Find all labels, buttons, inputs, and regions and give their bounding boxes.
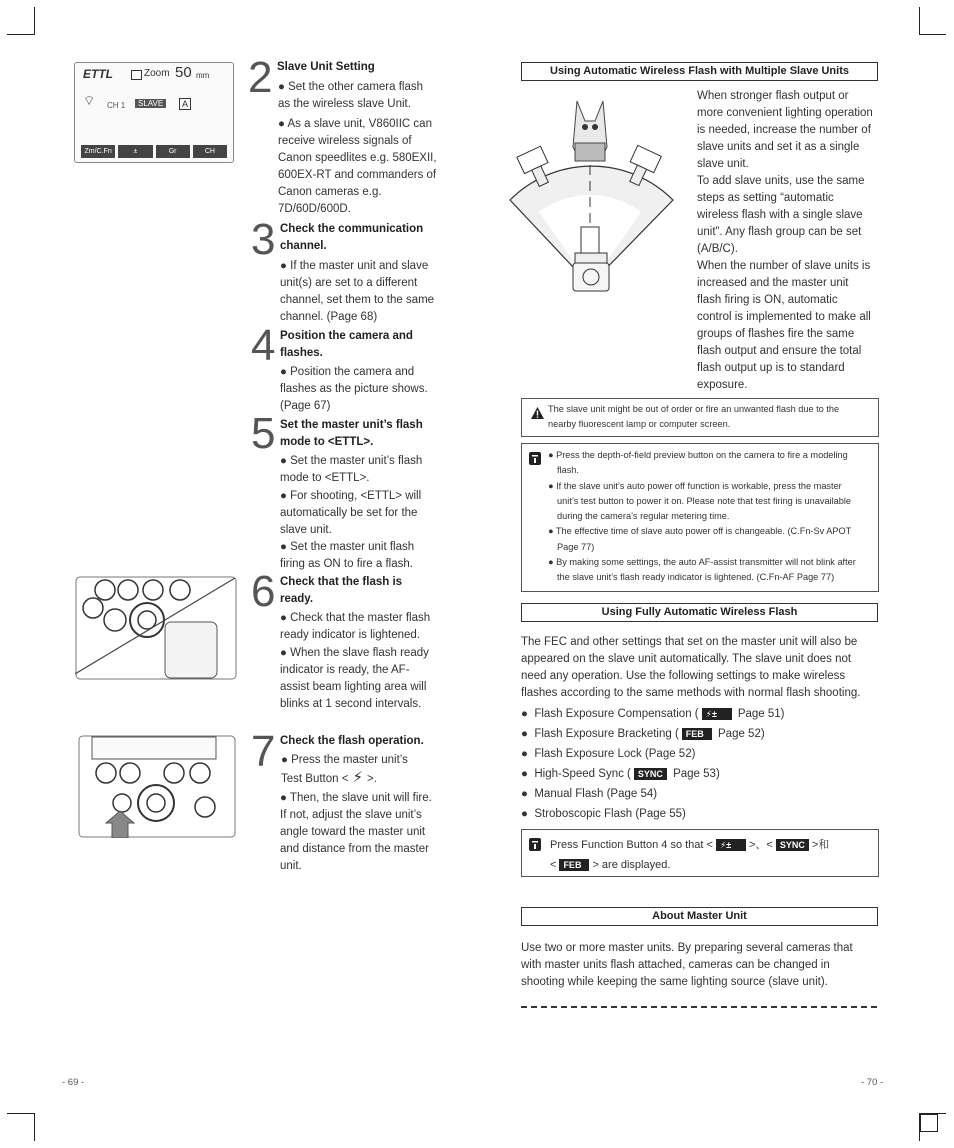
flash-panel-illustration	[75, 576, 237, 680]
fec-icon: ⚡±	[716, 839, 746, 851]
step-title: Check the flash operation.	[280, 735, 424, 747]
master-text	[521, 940, 881, 991]
text-line: increased and the master unit	[697, 277, 849, 289]
warning-icon	[531, 407, 544, 419]
list-item: ● Flash Exposure Lock (Page 52)	[521, 748, 696, 760]
step-bullet-text: ● Press the master unit’s Test Button <	[281, 754, 408, 786]
step-bullet: ● Then, the slave unit will fire. If not, adjust the slave unit’s angle toward the master unit and distance from the master unit.	[280, 792, 432, 873]
sync-icon: SYNC	[634, 768, 667, 780]
text-line: ● By making some settings, the auto AF-assist transmitter will not blink after	[548, 557, 856, 568]
step-bullet: ● Check that the master flash ready indicator is lightened.	[280, 612, 431, 642]
lcd-group: A	[179, 98, 191, 110]
text-line: flash output up is to standard	[697, 362, 845, 374]
lcd-slave: SLAVE	[135, 99, 166, 108]
wireless-icon: ⌔	[83, 93, 96, 108]
fully-auto-text	[521, 634, 881, 702]
tip-text-part: > are displayed.	[592, 859, 671, 871]
lcd-panel	[74, 62, 234, 163]
crop-mark	[919, 7, 920, 35]
notes-box	[521, 443, 879, 592]
list-text: Page 53)	[673, 768, 720, 780]
tip-box	[521, 829, 879, 877]
step-number: 2	[248, 53, 273, 102]
text-line: (A/B/C).	[697, 243, 738, 255]
text-line: the slave unit’s flash ready indicator is lightened. (C.Fn-AF Page 77)	[557, 572, 835, 583]
list-item: ● High-Speed Sync ( SYNC Page 53)	[521, 768, 720, 780]
softkey: ±	[118, 145, 152, 158]
warning-text	[548, 402, 874, 432]
text-line: ● Press the depth-of-field preview button on the camera to fire a modeling	[548, 450, 848, 460]
text-line: flash firing is ON, automatic	[697, 294, 838, 306]
step-bullet: ● If the master unit and slave unit(s) are set to a different channel, set them to the same channel. (Page 68)	[280, 260, 435, 324]
text-line: The FEC and other settings that set on the master unit will also be	[521, 636, 858, 648]
fec-icon: ⚡±	[702, 708, 732, 720]
text-line: groups of flashes fire the same	[697, 328, 855, 340]
crop-box	[920, 1114, 938, 1132]
text-line: wireless flash with a single slave	[697, 209, 863, 221]
text-line: Page 77)	[557, 541, 595, 552]
step-title: Slave Unit Setting	[277, 61, 375, 73]
step-bullet: ● Set the master unit’s flash mode to <ETTL>.	[280, 455, 423, 485]
feb-icon: FEB	[559, 859, 589, 871]
notes-text	[548, 448, 876, 586]
page-number-right: - 70 -	[861, 1077, 884, 1088]
lcd-zoom-value: 50	[175, 64, 192, 81]
multi-slave-diagram	[505, 95, 685, 300]
text-line: When the number of slave units is	[697, 260, 871, 272]
text-line: The slave unit might be out of order or fire an unwanted flash due to the	[548, 404, 840, 414]
text-line: ● If the slave unit’s auto power off function is workable, press the master	[548, 480, 842, 491]
text-line: When stronger flash output or	[697, 90, 849, 102]
text-line: control is implemented to make all	[697, 311, 871, 323]
sync-icon: SYNC	[776, 839, 809, 851]
lcd-softkeys	[81, 145, 227, 158]
feb-icon: FEB	[682, 728, 712, 740]
note-icon	[529, 452, 541, 465]
list-text: Flash Exposure Compensation (	[534, 708, 699, 720]
tip-text-part: >、<	[748, 839, 773, 851]
list-text: Page 52)	[718, 728, 765, 740]
text-line: flashes according to the same methods with normal flash shooting.	[521, 687, 861, 699]
tip-text-part: Press Function Button 4 so that <	[550, 839, 713, 851]
lcd-zoom-unit: mm	[196, 71, 210, 80]
flash-test-illustration	[78, 735, 236, 838]
step-bullet: ● When the slave flash ready indicator is ready, the AF-assist beam lighting area will blinks at 1 second intervals.	[280, 647, 429, 711]
step-number: 6	[251, 567, 276, 616]
text-line: is needed, increase the number of	[697, 124, 871, 136]
text-line: appeared on the slave unit automatically. The slave unit does not	[521, 653, 852, 665]
step-number: 7	[251, 727, 276, 776]
crop-mark	[34, 1113, 35, 1141]
text-line: shooting while keeping the same lighting source (slave unit).	[521, 976, 828, 988]
text-line: steps as setting “automatic	[697, 192, 834, 204]
step-title: Position the camera and flashes.	[280, 330, 413, 359]
zoom-icon	[131, 70, 142, 80]
list-item: ● Stroboscopic Flash (Page 55)	[521, 808, 686, 820]
tip-text-part: <	[550, 859, 557, 871]
list-text: Flash Exposure Bracketing (	[534, 728, 679, 740]
softkey: CH	[193, 145, 227, 158]
step-title: Check that the flash is ready.	[280, 576, 403, 605]
lcd-mode: ETTL	[83, 67, 113, 81]
crop-mark	[7, 34, 34, 35]
crop-mark	[919, 34, 946, 35]
note-icon	[529, 838, 541, 851]
step-title: Check the communication channel.	[280, 223, 424, 252]
text-line: ● The effective time of slave auto power off is changeable. (C.Fn-Sv APOT	[548, 526, 852, 537]
step-bullet: ● For shooting, <ETTL> will automatically be set for the slave unit.	[280, 490, 422, 537]
list-text: Stroboscopic Flash (Page 55)	[534, 808, 686, 820]
softkey: Zm/C.Fn	[81, 145, 115, 158]
step-title: Set the master unit’s flash mode to <ETTL>.	[280, 419, 423, 448]
tip-text-part: >和	[811, 839, 830, 851]
warning-box	[521, 398, 879, 437]
step-number: 3	[251, 215, 276, 264]
multi-slave-text	[697, 88, 879, 394]
text-line: Use two or more master units. By preparing several cameras that	[521, 942, 853, 954]
text-line: flash output and ensure the total	[697, 345, 862, 357]
text-line: during the camera’s regular metering time.	[557, 511, 730, 522]
step-number: 4	[251, 321, 276, 370]
page-number-left: - 69 -	[62, 1077, 85, 1088]
step-number: 5	[251, 409, 276, 458]
lcd-channel: CH 1	[107, 101, 126, 110]
text-line: nearby fluorescent lamp or computer screen.	[548, 419, 731, 430]
text-line: exposure.	[697, 379, 748, 391]
step-bullet	[281, 752, 421, 788]
text-line: flash.	[557, 465, 579, 476]
section-heading: Using Fully Automatic Wireless Flash	[521, 603, 878, 622]
step-bullet: ● Set the other camera flash as the wireless slave Unit.	[278, 81, 424, 111]
text-line: need any operation. Use the following settings to make wireless	[521, 670, 846, 682]
list-text: Flash Exposure Lock (Page 52)	[534, 748, 696, 760]
section-heading: About Master Unit	[521, 907, 878, 926]
softkey: Gr	[156, 145, 190, 158]
text-line: more convenient lighting operation	[697, 107, 873, 119]
list-item: ● Flash Exposure Bracketing ( FEB Page 52)	[521, 728, 765, 740]
crop-mark	[34, 7, 35, 35]
list-text: High-Speed Sync (	[534, 768, 631, 780]
lcd-zoom-label: Zoom	[144, 68, 170, 79]
step-bullet: ● Set the master unit flash firing as ON to fire a flash.	[280, 541, 415, 571]
list-item: ● Manual Flash (Page 54)	[521, 788, 658, 800]
list-text: Manual Flash (Page 54)	[534, 788, 658, 800]
tip-text	[550, 835, 875, 875]
crop-mark	[7, 1113, 34, 1114]
text-line: with master units flash attached, cameras can be changed in	[521, 959, 830, 971]
text-line: unit”. Any flash group can be set	[697, 226, 862, 238]
step-bullet: ● Position the camera and flashes as the picture shows. (Page 67)	[280, 366, 428, 413]
flash-icon: ⚡	[352, 769, 363, 787]
text-line: unit’s test button to power it on. Please note that test firing is unavailable	[557, 495, 852, 506]
step-bullet-text: >.	[367, 773, 377, 786]
text-line: slave unit.	[697, 158, 749, 170]
step-bullet: ● As a slave unit, V860IIC can receive wireless signals of Canon speedlites e.g. 580EXII, 600EX-RT and commanders of Canon cameras e.g. 7D/60D/600D.	[278, 118, 437, 216]
section-heading: Using Automatic Wireless Flash with Multiple Slave Units	[521, 62, 878, 81]
section-divider	[521, 1006, 877, 1008]
text-line: To add slave units, use the same	[697, 175, 865, 187]
text-line: slave units and set it as a single	[697, 141, 860, 153]
list-item: ● Flash Exposure Compensation ( ⚡± Page 51)	[521, 708, 785, 720]
list-text: Page 51)	[737, 708, 785, 720]
